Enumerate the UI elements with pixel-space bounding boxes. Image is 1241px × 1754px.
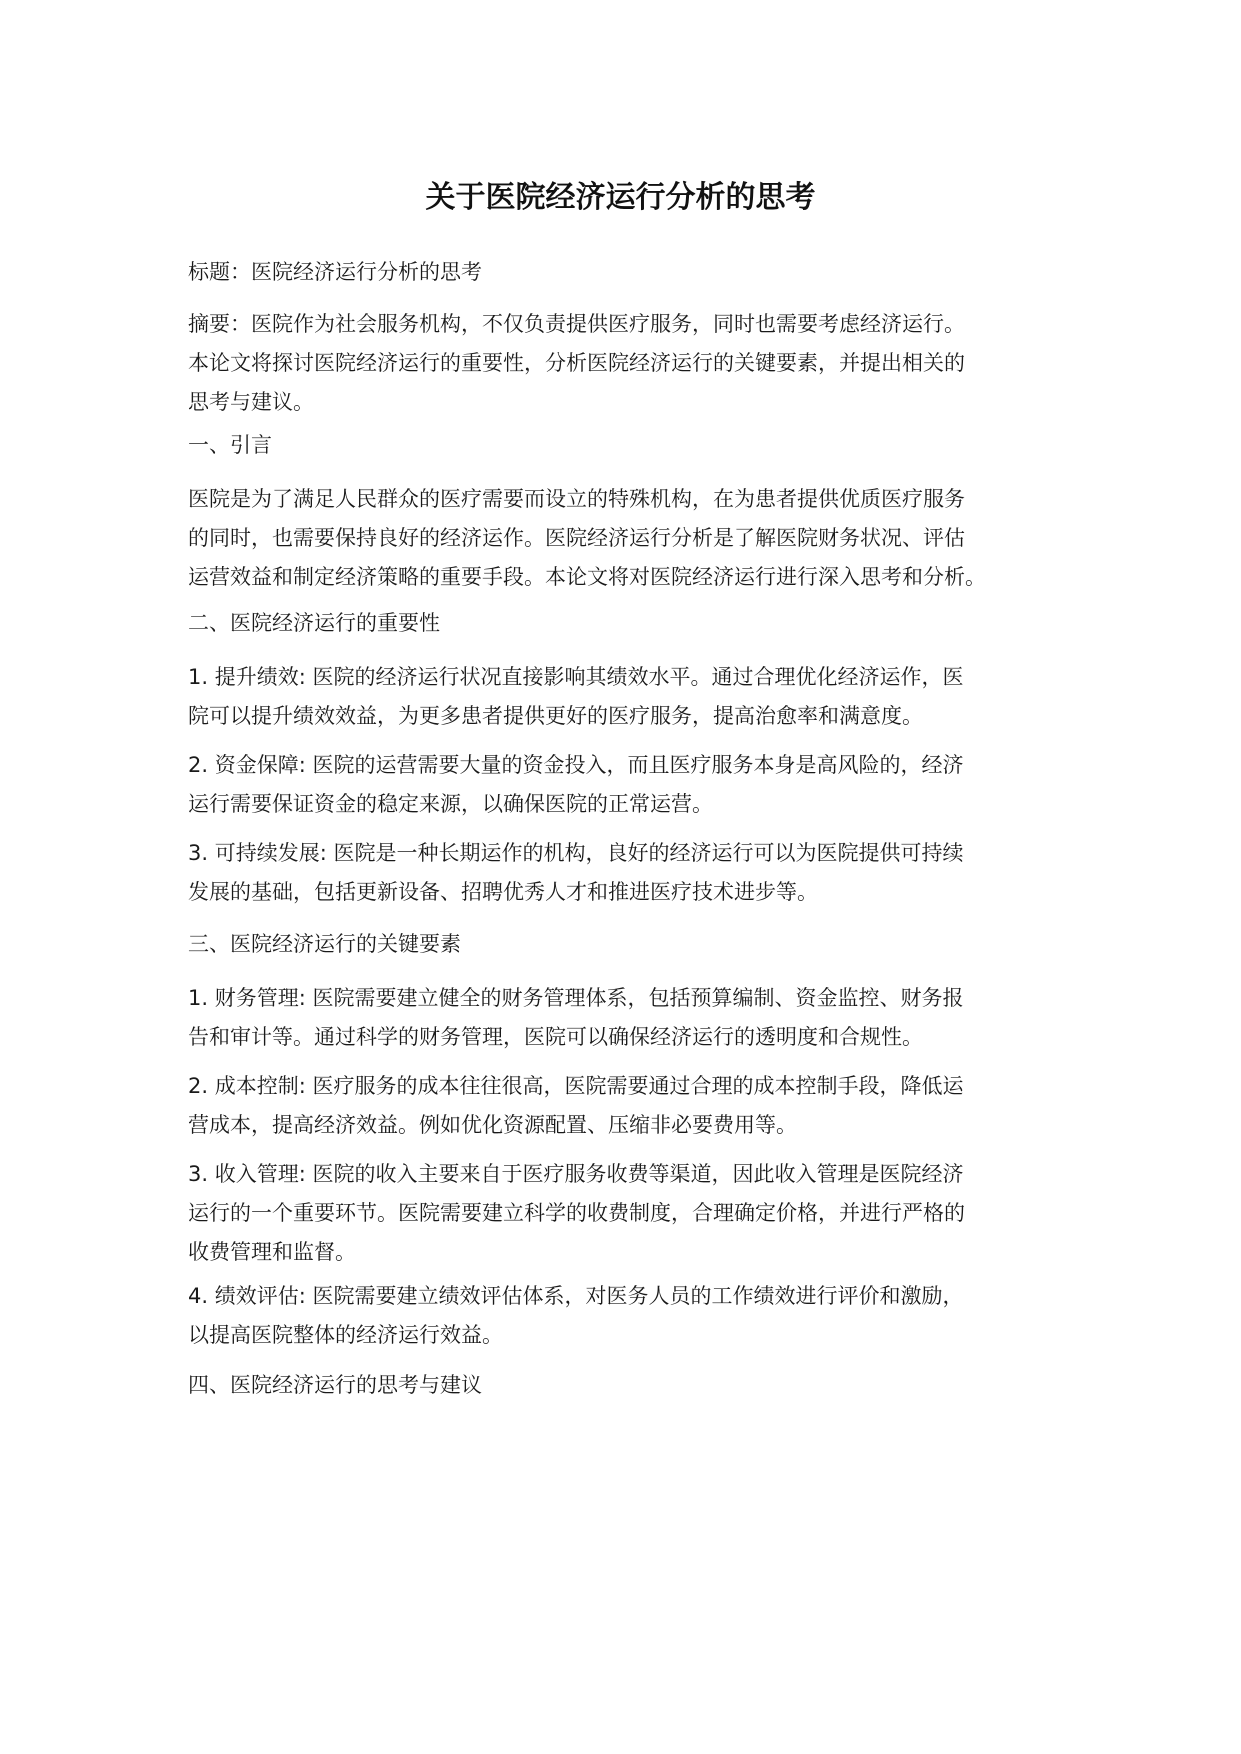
section-heading: 四、医院经济运行的思考与建议 — [188, 1373, 482, 1397]
section-heading: 二、医院经济运行的重要性 — [188, 611, 440, 635]
paragraph-line: 告和审计等。通过科学的财务管理，医院可以确保经济运行的透明度和合规性。 — [188, 1025, 923, 1049]
section-heading-importance — [188, 604, 1068, 643]
paragraph-line: 院可以提升绩效效益，为更多患者提供更好的医疗服务，提高治愈率和满意度。 — [188, 704, 923, 728]
paragraph-line: 1. 提升绩效: 医院的经济运行状况直接影响其绩效水平。通过合理优化经济运作，医 — [188, 665, 964, 689]
paragraph-line: 运行需要保证资金的稳定来源，以确保医院的正常运营。 — [188, 792, 713, 816]
paragraph-line: 标题：医院经济运行分析的思考 — [188, 260, 482, 284]
section-heading: 三、医院经济运行的关键要素 — [188, 932, 461, 956]
key-element-item-3 — [188, 1155, 1068, 1272]
paragraph-line: 3. 可持续发展: 医院是一种长期运作的机构，良好的经济运行可以为医院提供可持续 — [188, 841, 964, 865]
introduction-paragraph — [188, 480, 1068, 597]
key-element-item-1 — [188, 979, 1068, 1057]
key-element-item-2 — [188, 1067, 1068, 1145]
paragraph-line: 运行的一个重要环节。医院需要建立科学的收费制度，合理确定价格，并进行严格的 — [188, 1201, 965, 1225]
section-heading: 一、引言 — [188, 433, 272, 457]
section-heading-suggestions — [188, 1366, 1068, 1405]
paragraph-line: 收费管理和监督。 — [188, 1240, 356, 1264]
abstract-paragraph — [188, 305, 1068, 422]
document-title: 关于医院经济运行分析的思考 — [425, 180, 816, 215]
title-line-paragraph — [188, 253, 1068, 292]
paragraph-line: 2. 资金保障: 医院的运营需要大量的资金投入，而且医疗服务本身是高风险的，经济 — [188, 753, 964, 777]
paragraph-line: 思考与建议。 — [188, 390, 314, 414]
paragraph-line: 1. 财务管理: 医院需要建立健全的财务管理体系，包括预算编制、资金监控、财务报 — [188, 986, 964, 1010]
importance-item-3 — [188, 834, 1068, 912]
paragraph-line: 3. 收入管理: 医院的收入主要来自于医疗服务收费等渠道，因此收入管理是医院经济 — [188, 1162, 964, 1186]
paragraph-line: 医院是为了满足人民群众的医疗需要而设立的特殊机构，在为患者提供优质医疗服务 — [188, 487, 965, 511]
section-heading-introduction — [188, 426, 1068, 465]
paragraph-line: 的同时，也需要保持良好的经济运作。医院经济运行分析是了解医院财务状况、评估 — [188, 526, 965, 550]
paragraph-line: 4. 绩效评估: 医院需要建立绩效评估体系，对医务人员的工作绩效进行评价和激励， — [188, 1284, 964, 1308]
paragraph-line: 2. 成本控制: 医疗服务的成本往往很高，医院需要通过合理的成本控制手段，降低运 — [188, 1074, 964, 1098]
section-heading-key-elements — [188, 925, 1068, 964]
paragraph-line: 营成本，提高经济效益。例如优化资源配置、压缩非必要费用等。 — [188, 1113, 797, 1137]
paragraph-line: 本论文将探讨医院经济运行的重要性，分析医院经济运行的关键要素，并提出相关的 — [188, 351, 965, 375]
paragraph-line: 运营效益和制定经济策略的重要手段。本论文将对医院经济运行进行深入思考和分析。 — [188, 565, 986, 589]
paragraph-line: 摘要：医院作为社会服务机构，不仅负责提供医疗服务，同时也需要考虑经济运行。 — [188, 312, 965, 336]
paragraph-line: 以提高医院整体的经济运行效益。 — [188, 1323, 503, 1347]
importance-item-2 — [188, 746, 1068, 824]
key-element-item-4 — [188, 1277, 1068, 1355]
paragraph-line: 发展的基础，包括更新设备、招聘优秀人才和推进医疗技术进步等。 — [188, 880, 818, 904]
importance-item-1 — [188, 658, 1068, 736]
